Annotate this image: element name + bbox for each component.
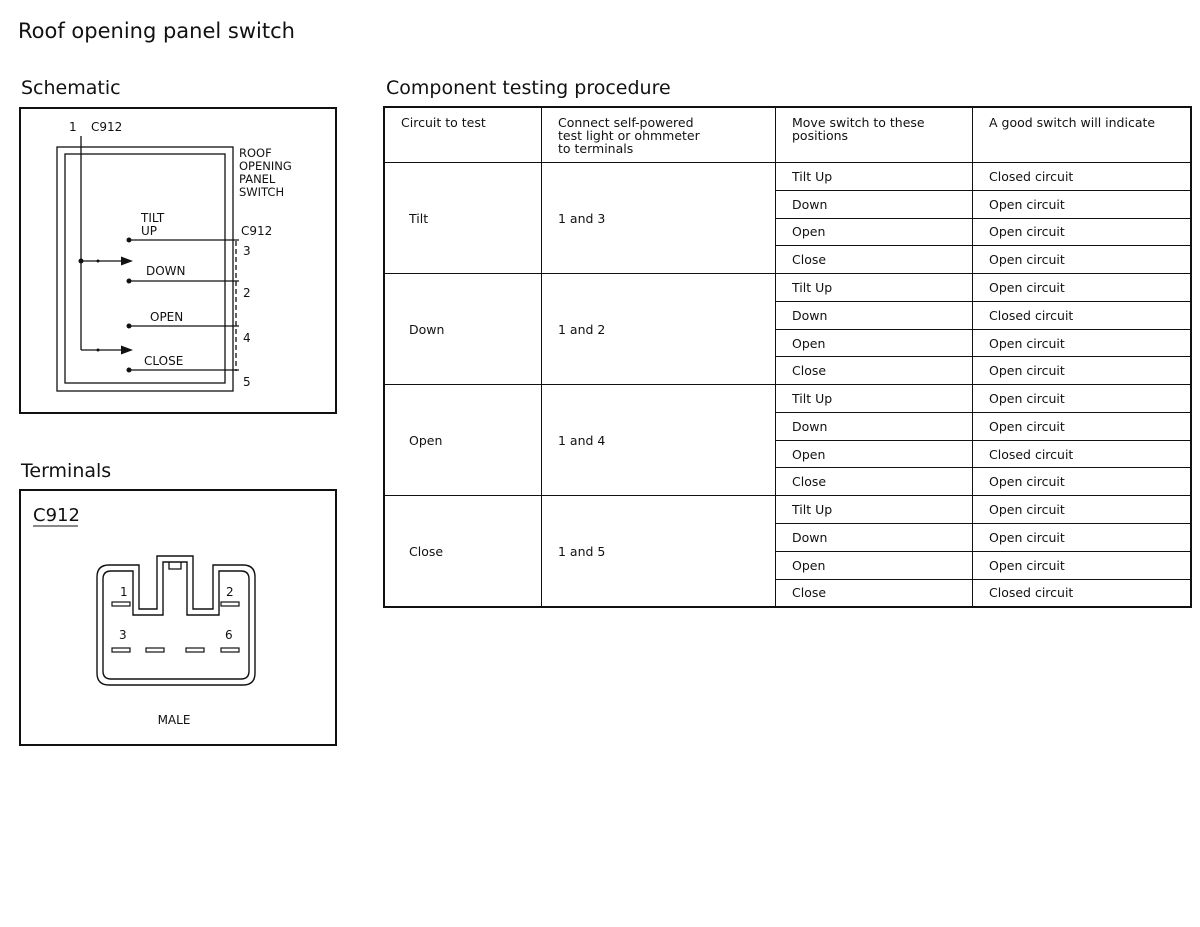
pin-number: 3 [119, 628, 127, 642]
position-cell: Tilt Up [776, 496, 973, 524]
table-header-row [384, 107, 1191, 163]
pin-number: 6 [225, 628, 233, 642]
position-label: UP [141, 224, 158, 238]
position-cell: Tilt Up [776, 274, 973, 302]
component-label-line: OPENING [239, 159, 292, 173]
pin-slot [221, 602, 239, 606]
schematic-panel [19, 107, 337, 414]
table-row [384, 274, 1191, 302]
table-row [384, 385, 1191, 413]
position-cell: Tilt Up [776, 385, 973, 413]
position-cell: Down [776, 524, 973, 552]
terminals-heading: Terminals [21, 460, 112, 482]
page-title: Roof opening panel switch [18, 19, 295, 43]
result-cell: Closed circuit [973, 579, 1192, 607]
connector-inner-outline [103, 562, 249, 679]
position-cell: Down [776, 301, 973, 329]
schematic-heading: Schematic [21, 77, 121, 99]
position-cell: Down [776, 412, 973, 440]
result-cell: Open circuit [973, 246, 1192, 274]
pin-label: 5 [243, 375, 251, 389]
position-cell: Close [776, 357, 973, 385]
arm-pivot [97, 260, 100, 263]
pin-number: 1 [120, 585, 128, 599]
result-cell: Closed circuit [973, 440, 1192, 468]
table-row [384, 496, 1191, 524]
arm-pivot [97, 349, 100, 352]
position-label: TILT [141, 211, 165, 225]
position-cell: Open [776, 551, 973, 579]
terminals-cell: 1 and 3 [542, 163, 776, 274]
result-cell: Open circuit [973, 357, 1192, 385]
pin-label: 3 [243, 244, 251, 258]
position-label: DOWN [146, 264, 186, 278]
position-cell: Open [776, 218, 973, 246]
switch-arrow [121, 257, 133, 266]
result-cell: Closed circuit [973, 301, 1192, 329]
pin-slot [221, 648, 239, 652]
pin-slot [186, 648, 204, 652]
result-cell: Open circuit [973, 218, 1192, 246]
terminals-cell: 1 and 5 [542, 496, 776, 607]
column-header: Circuit to test [384, 107, 542, 163]
result-cell: Open circuit [973, 412, 1192, 440]
position-cell: Close [776, 579, 973, 607]
component-label-line: ROOF [239, 146, 272, 160]
position-cell: Open [776, 440, 973, 468]
connector-face-diagram [21, 491, 335, 744]
switch-arrow [121, 346, 133, 355]
connector-gender: MALE [157, 713, 191, 727]
top-connector-label: C912 [91, 120, 123, 134]
pin-slot [112, 602, 130, 606]
result-cell: Closed circuit [973, 163, 1192, 191]
pin-slot [112, 648, 130, 652]
pin-slot [146, 648, 164, 652]
result-cell: Open circuit [973, 385, 1192, 413]
circuit-cell: Tilt [384, 163, 542, 274]
pin-number: 2 [226, 585, 234, 599]
terminals-panel [19, 489, 337, 746]
pin-label: 4 [243, 331, 251, 345]
schematic-diagram [21, 109, 335, 412]
side-connector-label: C912 [241, 224, 273, 238]
connector-latch [169, 562, 181, 569]
position-cell: Down [776, 190, 973, 218]
position-label: CLOSE [144, 354, 184, 368]
result-cell: Open circuit [973, 551, 1192, 579]
result-cell: Open circuit [973, 496, 1192, 524]
position-cell: Close [776, 246, 973, 274]
pin-label: 2 [243, 286, 251, 300]
terminals-cell: 1 and 4 [542, 385, 776, 496]
result-cell: Open circuit [973, 329, 1192, 357]
switch-inner-box [65, 154, 225, 383]
position-cell: Close [776, 468, 973, 496]
result-cell: Open circuit [973, 274, 1192, 302]
component-label-line: PANEL [239, 172, 276, 186]
circuit-cell: Close [384, 496, 542, 607]
procedure-heading: Component testing procedure [386, 77, 671, 99]
connector-outer-outline [97, 556, 255, 685]
result-cell: Open circuit [973, 468, 1192, 496]
result-cell: Open circuit [973, 190, 1192, 218]
connector-id: C912 [33, 505, 80, 526]
component-label-line: SWITCH [239, 185, 285, 199]
column-header: A good switch will indicate [973, 107, 1192, 163]
terminals-cell: 1 and 2 [542, 274, 776, 385]
top-pin-label: 1 [69, 120, 77, 134]
component-label-group [239, 146, 292, 199]
column-header: Move switch to these positions [776, 107, 973, 163]
circuit-cell: Open [384, 385, 542, 496]
result-cell: Open circuit [973, 524, 1192, 552]
position-cell: Open [776, 329, 973, 357]
component-testing-table [383, 106, 1192, 608]
column-header: Connect self-powered test light or ohmmeter to terminals [542, 107, 776, 163]
position-cell: Tilt Up [776, 163, 973, 191]
position-label: OPEN [150, 310, 184, 324]
table-row [384, 163, 1191, 191]
circuit-cell: Down [384, 274, 542, 385]
